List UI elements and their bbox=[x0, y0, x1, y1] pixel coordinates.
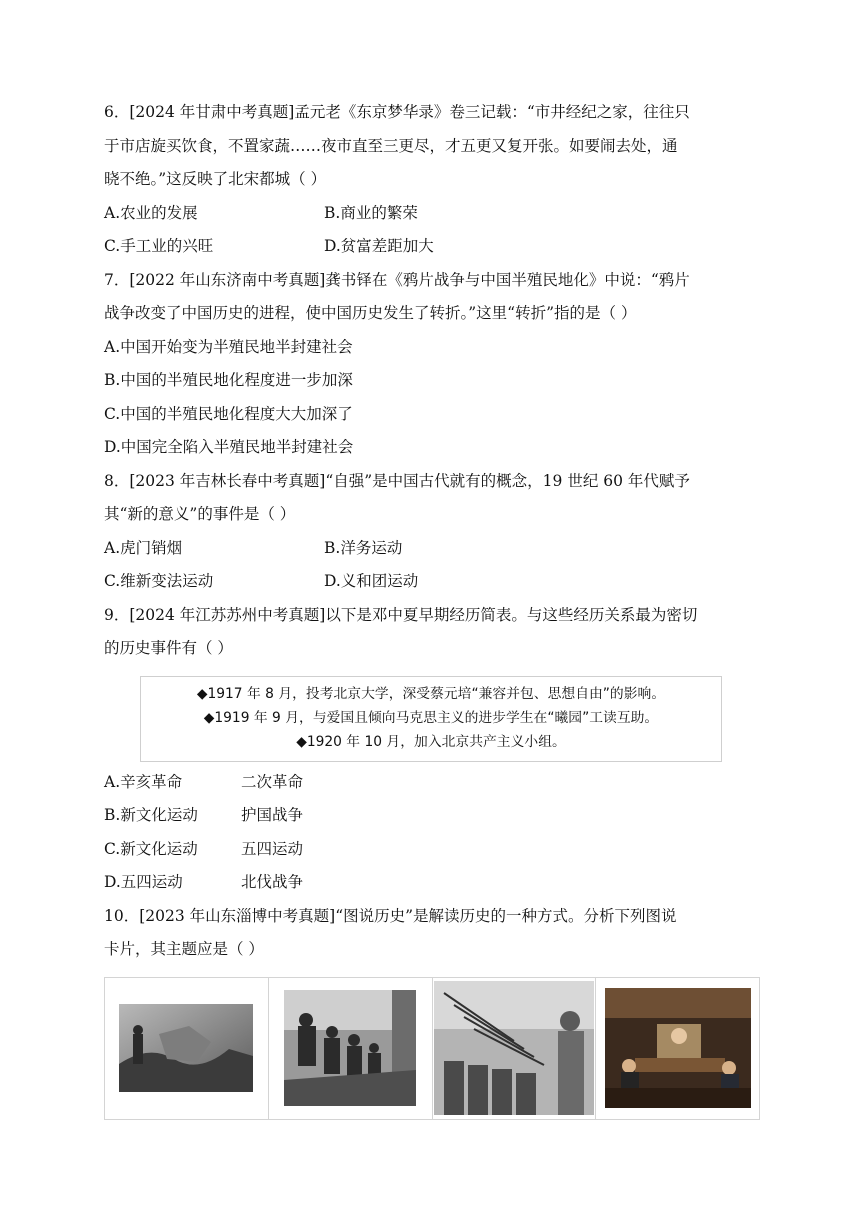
question-6 bbox=[104, 96, 760, 264]
option-b: B.中国的半殖民地化程度进一步加深 bbox=[104, 371, 353, 389]
option-a: A.中国开始变为半殖民地半封建社会 bbox=[104, 337, 353, 356]
image-card bbox=[105, 978, 269, 1119]
timeline-box bbox=[140, 676, 722, 762]
option-c: C.新文化运动 bbox=[104, 839, 198, 858]
option-a: A.虎门销烟 bbox=[104, 538, 183, 557]
option-a: A.农业的发展 bbox=[104, 203, 198, 222]
image-card bbox=[596, 978, 759, 1119]
worksheet bbox=[104, 96, 760, 1120]
battle-photo-icon bbox=[119, 1004, 253, 1092]
option-d: D.五四运动 bbox=[104, 873, 183, 891]
timeline-entry: ◆1920 年 10 月，加入北京共产主义小组。 bbox=[296, 733, 566, 750]
question-8 bbox=[104, 465, 760, 599]
question-text: 8．[2023 年吉林长春中考真题]“自强”是中国古代就有的概念，19 世纪 60 年代赋予 bbox=[104, 471, 690, 490]
question-text: 7．[2022 年山东济南中考真题]龚书铎在《鸦片战争与中国半殖民地化》中说：“鸦片 bbox=[104, 270, 690, 289]
option-c: C.手工业的兴旺 bbox=[104, 237, 214, 255]
question-10 bbox=[104, 900, 760, 1120]
option-d: D.贫富差距加大 bbox=[324, 237, 434, 255]
option-c-second: 五四运动 bbox=[241, 839, 304, 858]
question-text: 晓不绝。”这反映了北宋都城（ ） bbox=[104, 170, 327, 188]
question-text: 其“新的意义”的事件是（ ） bbox=[104, 505, 296, 523]
option-d: D.义和团运动 bbox=[324, 572, 419, 590]
question-text: 战争改变了中国历史的进程，使中国历史发生了转折。”这里“转折”指的是（ ） bbox=[104, 304, 637, 322]
bayonet-troops-photo-icon bbox=[434, 981, 594, 1115]
image-card bbox=[433, 978, 597, 1119]
option-b-second: 护国战争 bbox=[241, 806, 304, 824]
option-d-second: 北伐战争 bbox=[241, 873, 304, 891]
timeline-entry: ◆1917 年 8 月，投考北京大学，深受蔡元培“兼容并包、思想自由”的影响。 bbox=[196, 685, 666, 702]
option-a-second: 二次革命 bbox=[241, 772, 304, 791]
question-7 bbox=[104, 264, 760, 465]
question-text: 的历史事件有（ ） bbox=[104, 639, 233, 657]
question-text: 10．[2023 年山东淄博中考真题]“图说历史”是解读历史的一种方式。分析下列图说 bbox=[104, 906, 677, 925]
option-b: B.洋务运动 bbox=[324, 538, 403, 557]
option-d: D.中国完全陷入半殖民地半封建社会 bbox=[104, 438, 354, 456]
painting-scene-icon bbox=[605, 988, 751, 1108]
soldiers-march-photo-icon bbox=[284, 990, 416, 1106]
option-c: C.维新变法运动 bbox=[104, 572, 214, 590]
image-card-row bbox=[104, 977, 760, 1120]
question-text: 卡片，其主题应是（ ） bbox=[104, 940, 264, 958]
question-9 bbox=[104, 599, 760, 900]
option-c: C.中国的半殖民地化程度大大加深了 bbox=[104, 404, 353, 423]
timeline-entry: ◆1919 年 9 月，与爱国且倾向马克思主义的进步学生在“曦园”工读互助。 bbox=[203, 709, 659, 726]
image-card bbox=[269, 978, 433, 1119]
option-a: A.辛亥革命 bbox=[104, 772, 183, 791]
option-b: B.新文化运动 bbox=[104, 806, 198, 824]
question-text: 9．[2024 年江苏苏州中考真题]以下是邓中夏早期经历简表。与这些经历关系最为密切 bbox=[104, 605, 698, 624]
question-text: 于市店旋买饮食，不置家蔬……夜市直至三更尽，才五更又复开张。如要闹去处，通 bbox=[104, 136, 678, 155]
question-text: 6．[2024 年甘肃中考真题]孟元老《东京梦华录》卷三记载：“市井经纪之家，往往只 bbox=[104, 103, 690, 121]
option-b: B.商业的繁荣 bbox=[324, 203, 418, 222]
